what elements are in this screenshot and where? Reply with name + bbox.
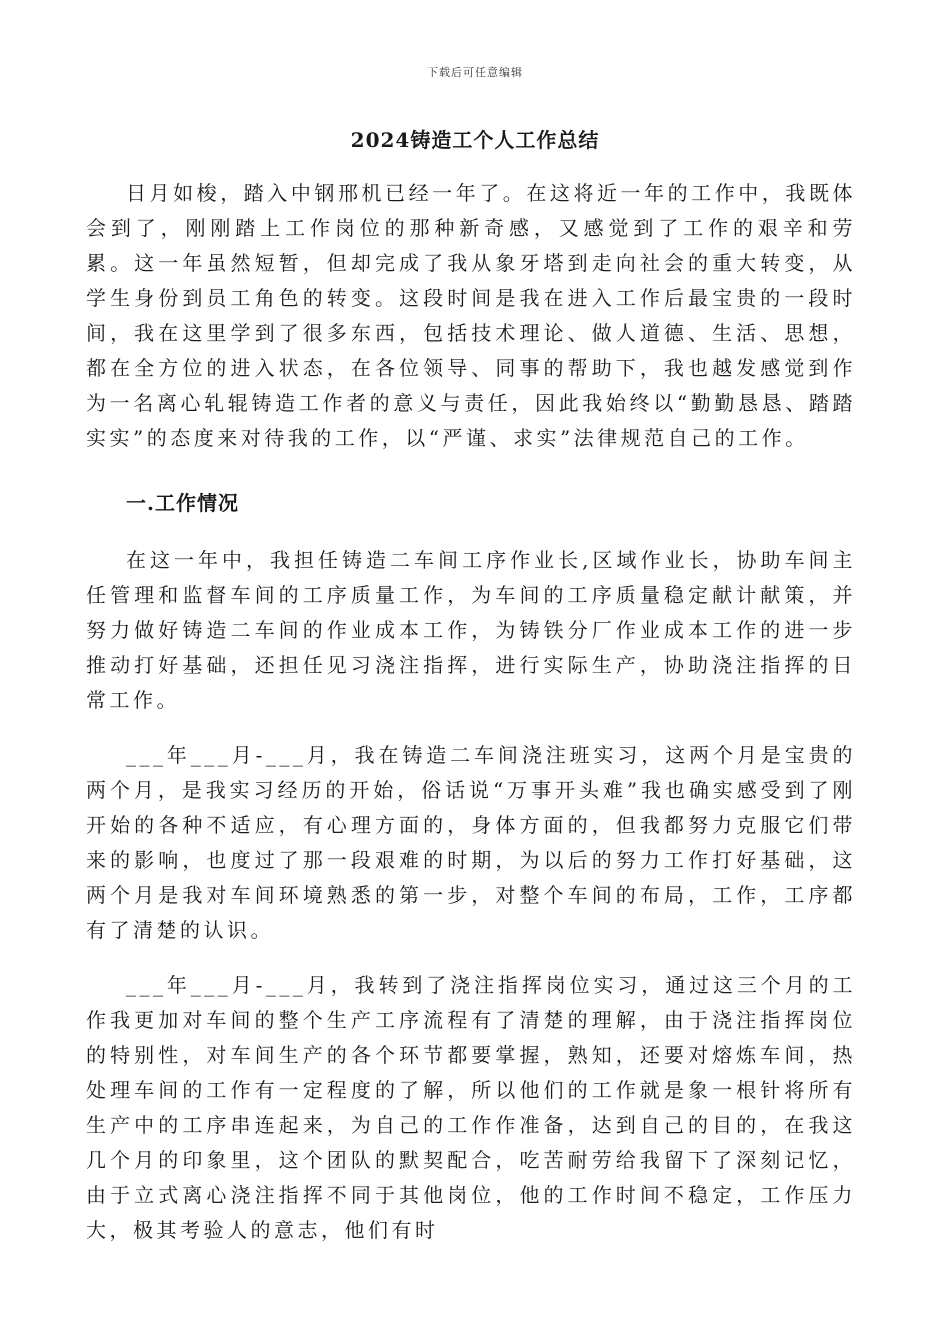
intro-paragraph: 日月如梭，踏入中钢邢机已经一年了。在这将近一年的工作中，我既体会到了，刚刚踏上工作岗位的那种新奇感，又感觉到了工作的艰辛和劳累。这一年虽然短暂，但却完成了我从象牙塔到走向社会的重大转变，从学生身份到员工角色的转变。这段时间是我在进入工作后最宝贵的一段时间，我在这里学到了很多东西，包括技术理论、做人道德、生活、思想，都在全方位的进入状态，在各位领导、同事的帮助下，我也越发感觉到作为一名离心轧辊铸造工作者的意义与责任，因此我始终以“勤勤恳恳、踏踏实实”的态度来对待我的工作，以“严谨、求实”法律规范自己的工作。: [86, 181, 856, 450]
header-note: 下载后可任意编辑: [427, 66, 523, 79]
document-body: [86, 176, 856, 1248]
body-paragraph: 在这一年中，我担任铸造二车间工序作业长,区域作业长，协助车间主任管理和监督车间的工序质量工作，为车间的工序质量稳定献计献策，并努力做好铸造二车间的作业成本工作，为铸铁分厂作业成本工作的进一步推动打好基础，还担任见习浇注指挥，进行实际生产，协助浇注指挥的日常工作。: [86, 548, 856, 712]
body-paragraph: ___年___月-___月，我转到了浇注指挥岗位实习，通过这三个月的工作我更加对车间的整个生产工序流程有了清楚的理解，由于浇注指挥岗位的特别性，对车间生产的各个环节都要掌握，熟知，还要对熔炼车间，热处理车间的工作有一定程度的了解，所以他们的工作就是象一根针将所有生产中的工序串连起来，为自己的工作作准备，达到自己的目的，在我这几个月的印象里，这个团队的默契配合，吃苦耐劳给我留下了深刻记忆，由于立式离心浇注指挥不同于其他岗位，他的工作时间不稳定，工作压力大，极其考验人的意志，他们有时: [86, 973, 856, 1242]
body-paragraph: ___年___月-___月，我在铸造二车间浇注班实习，这两个月是宝贵的两个月，是我实习经历的开始，俗话说“万事开头难”我也确实感受到了刚开始的各种不适应，有心理方面的，身体方面的，但我都努力克服它们带来的影响，也度过了那一段艰难的时期，为以后的努力工作打好基础，这两个月是我对车间环境熟悉的第一步，对整个车间的布局，工作，工序都有了清楚的认识。: [86, 743, 856, 942]
section-heading-work-status: 一.工作情况: [126, 491, 239, 515]
document-title: 2024铸造工个人工作总结: [350, 128, 600, 152]
